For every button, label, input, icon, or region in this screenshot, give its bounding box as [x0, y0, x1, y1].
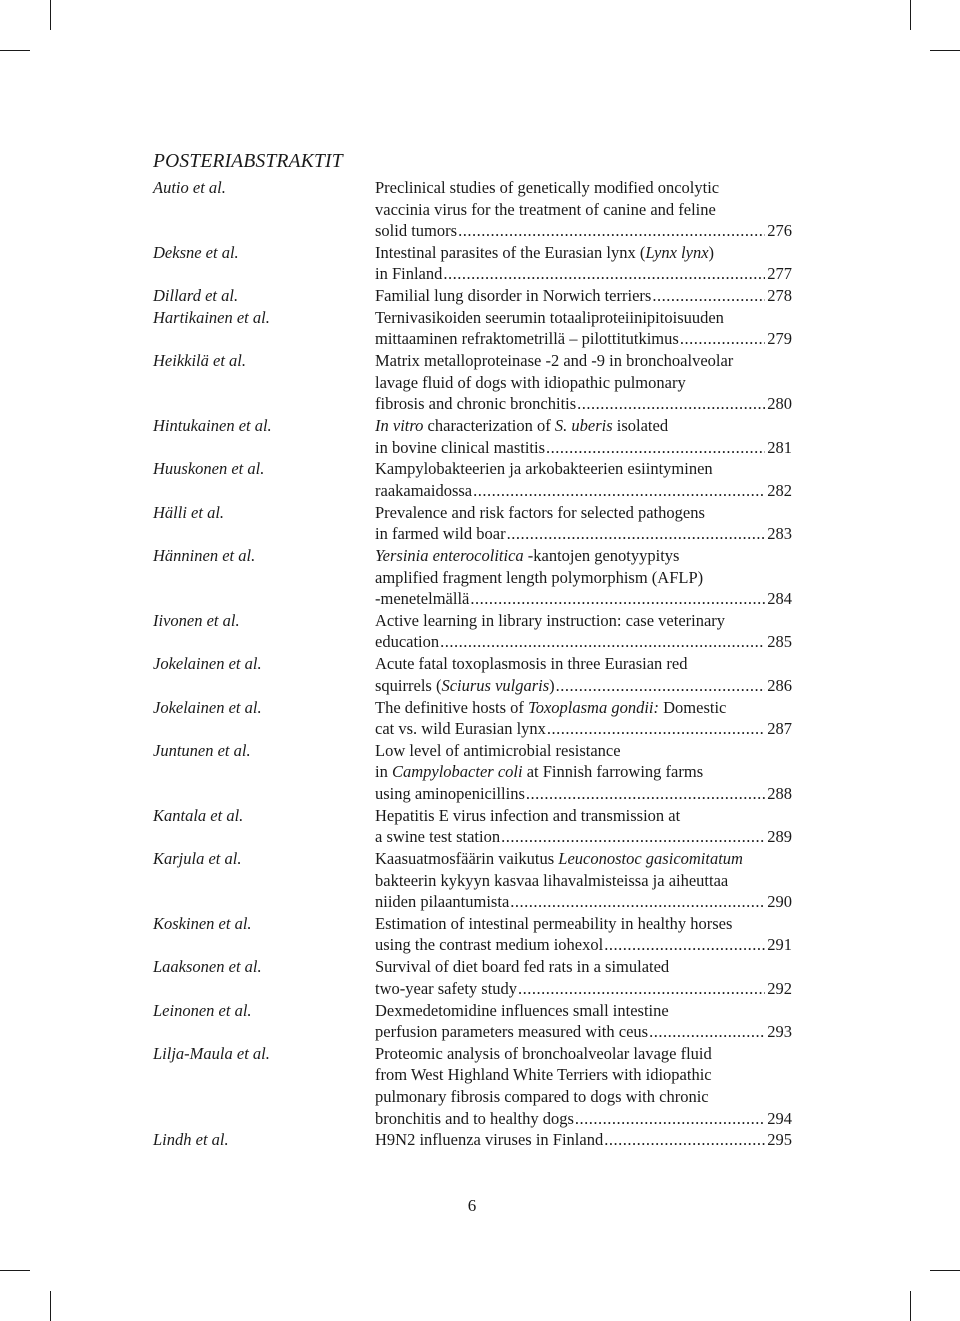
title-segment: mittaaminen refraktometrillä – pilottitutkimus	[375, 329, 679, 349]
entry-title-text	[375, 1065, 712, 1084]
title-segment: education	[375, 632, 440, 652]
entry-author: Lilja-Maula et al.	[153, 1043, 270, 1063]
entry-title-text	[375, 263, 442, 284]
title-segment: pulmonary fibrosis compared to dogs with chronic	[375, 1086, 709, 1106]
entry-title-text	[375, 416, 668, 435]
entry-title-text	[375, 308, 724, 327]
entry-author: Jokelainen et al.	[153, 654, 262, 674]
entry-title-line	[375, 956, 792, 977]
title-segment: characterization of	[423, 416, 555, 436]
entry-title-text	[375, 806, 680, 825]
title-segment: Preclinical studies of genetically modified oncolytic	[375, 178, 720, 197]
entry-title-line	[375, 675, 792, 696]
entry-author: Jokelainen et al.	[153, 697, 262, 717]
entry-page-number: 287	[767, 719, 792, 739]
entry-title-text	[375, 503, 705, 522]
entry-title-line	[375, 567, 792, 588]
entry-title-line	[375, 826, 792, 847]
entry-page-number: 290	[767, 892, 792, 912]
title-segment: Intestinal parasites of the Eurasian lynx (	[375, 242, 646, 262]
entry-title-line	[375, 502, 792, 523]
dot-leader	[473, 480, 765, 501]
entry-title-line	[375, 415, 792, 436]
entry-title-text	[375, 631, 439, 652]
entry-title-line	[375, 783, 792, 804]
entry-title-text	[375, 1044, 712, 1063]
entry-title-text	[375, 220, 457, 241]
entry-title-text	[375, 588, 469, 609]
entry-title-text	[375, 459, 713, 478]
entry-title-text	[375, 741, 621, 760]
italic-term: Campylobacter coli	[391, 762, 523, 782]
entry-title-text	[375, 568, 703, 587]
entry-title-line	[375, 1129, 792, 1150]
dot-leader	[652, 285, 765, 306]
title-segment: Low level of antimicrobial resistance	[375, 740, 621, 760]
title-segment: Hepatitis E virus infection and transmission at	[375, 805, 681, 825]
entry-title-line	[375, 393, 792, 414]
title-segment: two-year safety study	[375, 978, 518, 998]
title-segment: Kampylobakteerien ja arkobakteerien esiintyminen	[375, 459, 713, 479]
entry-author: Iivonen et al.	[153, 610, 240, 630]
entry-page-number: 288	[767, 783, 792, 803]
dot-leader	[604, 1129, 765, 1150]
entry-title-text	[375, 698, 726, 717]
title-segment: niiden pilaantumista	[375, 892, 510, 912]
dot-leader	[546, 437, 765, 458]
page-number: 6	[467, 1196, 477, 1215]
title-segment: Proteomic analysis of bronchoalveolar lavage fluid	[375, 1043, 712, 1063]
entry-author: Huuskonen et al.	[153, 459, 265, 479]
entry-author: Deksne et al.	[153, 242, 239, 262]
italic-term: S. uberis	[554, 416, 613, 436]
entry-title-text	[375, 1129, 603, 1150]
entry-title-text	[375, 351, 733, 370]
italic-term: In vitro	[375, 416, 424, 436]
title-segment: squirrels (	[375, 675, 442, 695]
entry-title-line	[375, 263, 792, 284]
title-segment: Survival of diet board fed rats in a simulated	[375, 957, 670, 977]
entry-author: Leinonen et al.	[153, 1000, 252, 1020]
title-segment: -kantojen genotyypitys	[523, 546, 680, 565]
entry-title-line	[375, 1000, 792, 1021]
entry-title-text	[375, 285, 651, 306]
title-segment: in bovine clinical mastitis	[375, 437, 546, 457]
title-segment: cat vs. wild Eurasian lynx	[375, 719, 546, 739]
title-segment: at Finnish farrowing farms	[522, 762, 704, 782]
dot-leader	[470, 588, 765, 609]
entry-title-line	[375, 610, 792, 631]
entry-title-line	[375, 761, 792, 782]
dot-leader	[510, 891, 765, 912]
entry-title-text	[375, 328, 679, 349]
entry-title-text	[375, 200, 716, 219]
entry-title-text	[375, 978, 517, 999]
entry-title-line	[375, 697, 792, 718]
entry-title-text	[375, 523, 506, 544]
entry-title-line	[375, 545, 792, 566]
entry-title-text	[375, 891, 509, 912]
dot-leader	[507, 523, 766, 544]
title-segment: solid tumors	[375, 221, 458, 241]
entry-title-text	[375, 826, 500, 847]
entry-title-line	[375, 285, 792, 306]
entry-page-number: 294	[767, 1108, 792, 1128]
title-segment: Dexmedetomidine influences small intestine	[375, 1000, 669, 1020]
dot-leader	[501, 826, 765, 847]
entry-title-text	[375, 654, 688, 673]
entry-title-line	[375, 1064, 792, 1085]
title-segment: perfusion parameters measured with ceus	[375, 1022, 649, 1042]
entry-title-line	[375, 437, 792, 458]
entry-title-line	[375, 653, 792, 674]
entry-title-line	[375, 307, 792, 328]
title-segment: bakteerin kykyyn kasvaa lihavalmisteissa ja aiheuttaa	[375, 870, 729, 890]
entry-title-line	[375, 242, 792, 263]
entry-title-text	[375, 480, 472, 501]
entry-title-text	[375, 849, 743, 868]
dot-leader	[680, 328, 765, 349]
entry-title-text	[375, 243, 714, 262]
entry-author: Juntunen et al.	[153, 740, 251, 760]
entry-page-number: 284	[767, 589, 792, 609]
entry-page-number: 283	[767, 524, 792, 544]
title-segment: Familial lung disorder in Norwich terriers	[375, 286, 652, 306]
entry-title-line	[375, 480, 792, 501]
entry-page-number: 291	[767, 935, 792, 955]
entry-title-text	[375, 1021, 648, 1042]
entry-title-text	[375, 437, 545, 458]
dot-leader	[604, 934, 765, 955]
entry-page-number: 285	[767, 632, 792, 652]
entry-author: Koskinen et al.	[153, 913, 252, 933]
title-segment: )	[708, 242, 715, 262]
italic-term: Lynx lynx	[645, 242, 709, 262]
title-segment: bronchitis and to healthy dogs	[375, 1108, 574, 1128]
title-segment: Matrix metalloproteinase -2 and -9 in bronchoalveolar	[375, 351, 734, 371]
title-segment: raakamaidossa	[375, 480, 473, 500]
entry-title-line	[375, 805, 792, 826]
entry-page-number: 282	[767, 480, 792, 500]
title-segment: Estimation of intestinal permeability in healthy horses	[375, 913, 733, 933]
title-segment: in Finland	[375, 264, 443, 284]
italic-term: Leuconostoc gasicomitatum	[558, 849, 743, 868]
entry-title-line	[375, 934, 792, 955]
title-segment: Ternivasikoiden seerumin totaaliproteiinipitoisuuden	[375, 307, 724, 327]
dot-leader	[547, 718, 765, 739]
entry-page-number: 278	[767, 286, 792, 306]
title-segment: fibrosis and chronic bronchitis	[375, 394, 577, 414]
entry-title-text	[375, 1087, 709, 1106]
entry-title-line	[375, 1043, 792, 1064]
entry-title-text	[375, 178, 719, 197]
title-segment: Acute fatal toxoplasmosis in three Eurasian red	[375, 654, 688, 674]
entry-title-line	[375, 177, 792, 198]
entry-title-text	[375, 914, 732, 933]
section-heading: POSTERIABSTRAKTIT	[153, 151, 343, 172]
entry-title-line	[375, 718, 792, 739]
entry-title-line	[375, 220, 792, 241]
entry-title-line	[375, 978, 792, 999]
italic-term: Toxoplasma gondii:	[528, 697, 660, 717]
entry-title-line	[375, 372, 792, 393]
entry-author: Kantala et al.	[153, 805, 244, 825]
title-segment: The definitive hosts of	[375, 697, 529, 717]
title-segment: -menetelmällä	[375, 589, 470, 609]
italic-term: Yersinia enterocolitica	[375, 546, 524, 565]
entry-title-text	[375, 957, 669, 976]
title-segment: using the contrast medium iohexol	[375, 935, 604, 955]
title-segment: from West Highland White Terriers with idiopathic	[375, 1065, 712, 1085]
entry-author: Autio et al.	[153, 178, 226, 197]
entry-title-line	[375, 199, 792, 220]
dot-leader	[443, 263, 765, 284]
entry-title-line	[375, 1086, 792, 1107]
entry-page-number: 286	[767, 675, 792, 695]
dot-leader	[577, 393, 765, 414]
entry-page-number: 295	[767, 1130, 792, 1150]
entry-title-line	[375, 631, 792, 652]
entry-title-line	[375, 848, 792, 869]
entry-author: Laaksonen et al.	[153, 957, 262, 977]
dot-leader	[556, 675, 766, 696]
dot-leader	[649, 1021, 765, 1042]
entry-title-text	[375, 1108, 574, 1129]
entry-title-line	[375, 891, 792, 912]
entry-page-number: 280	[767, 394, 792, 414]
dot-leader	[526, 783, 765, 804]
italic-term: Sciurus vulgaris	[441, 675, 550, 695]
entry-title-text	[375, 1001, 669, 1020]
title-segment: isolated	[612, 416, 669, 436]
entry-page-number: 293	[767, 1022, 792, 1042]
entry-title-line	[375, 328, 792, 349]
entry-author: Lindh et al.	[153, 1130, 229, 1150]
entry-page-number: 281	[767, 437, 792, 457]
entry-title-text	[375, 718, 546, 739]
entry-author: Heikkilä et al.	[153, 351, 247, 371]
entry-title-line	[375, 913, 792, 934]
entry-title-text	[375, 675, 555, 696]
entry-title-line	[375, 1108, 792, 1129]
entry-title-line	[375, 458, 792, 479]
entry-title-line	[375, 870, 792, 891]
entry-author: Karjula et al.	[153, 849, 242, 868]
title-segment: vaccinia virus for the treatment of canine and feline	[375, 199, 716, 219]
entry-title-text	[375, 871, 728, 890]
title-segment: H9N2 influenza viruses in Finland	[375, 1130, 604, 1150]
entry-title-line	[375, 740, 792, 761]
dot-leader	[518, 978, 765, 999]
entry-title-line	[375, 1021, 792, 1042]
entry-title-text	[375, 934, 603, 955]
title-segment: Active learning in library instruction: case veterinary	[375, 610, 726, 630]
entry-author: Hintukainen et al.	[153, 416, 272, 436]
title-segment: in	[375, 762, 392, 782]
entry-title-text	[375, 546, 679, 565]
title-segment: lavage fluid of dogs with idiopathic pulmonary	[375, 372, 686, 392]
entry-title-line	[375, 350, 792, 371]
entry-title-line	[375, 588, 792, 609]
entry-page-number: 289	[767, 827, 792, 847]
entry-page-number: 279	[767, 329, 792, 349]
entry-title-text	[375, 611, 725, 630]
entry-title-text	[375, 393, 576, 414]
dot-leader	[458, 220, 765, 241]
entry-page-number: 277	[767, 264, 792, 284]
dot-leader	[440, 631, 765, 652]
entry-title-text	[375, 373, 686, 392]
title-segment: a swine test station	[375, 827, 501, 847]
title-segment: in farmed wild boar	[375, 524, 506, 544]
entry-author: Hälli et al.	[153, 502, 225, 522]
entry-title-text	[375, 762, 703, 781]
entry-page-number: 276	[767, 221, 792, 241]
title-segment: amplified fragment length polymorphism (AFLP)	[375, 567, 704, 587]
entry-author: Hartikainen et al.	[153, 307, 270, 327]
title-segment: Prevalence and risk factors for selected pathogens	[375, 502, 705, 522]
title-segment: Kaasuatmosfäärin vaikutus	[375, 849, 559, 868]
entry-page-number: 292	[767, 978, 792, 998]
entry-title-text	[375, 783, 525, 804]
title-segment: using aminopenicillins	[375, 783, 525, 803]
title-segment: Domestic	[659, 697, 727, 717]
entry-title-line	[375, 523, 792, 544]
entry-author: Hänninen et al.	[153, 546, 256, 565]
dot-leader	[575, 1108, 765, 1129]
title-segment: )	[549, 675, 555, 695]
entry-author: Dillard et al.	[153, 286, 239, 306]
